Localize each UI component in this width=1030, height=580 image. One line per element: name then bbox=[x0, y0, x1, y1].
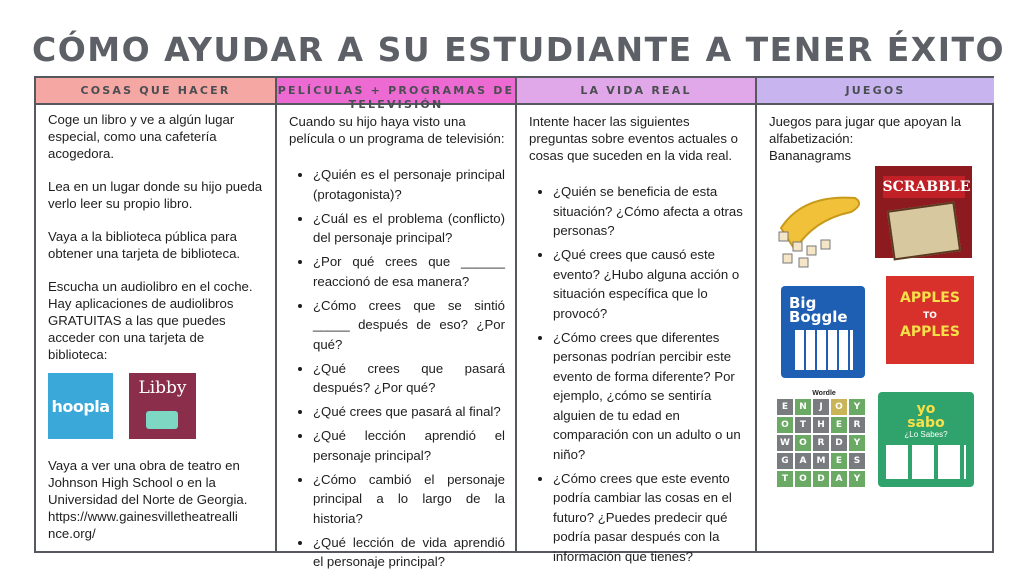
column-cosas bbox=[36, 78, 277, 551]
vida-question: • ¿Cómo crees que este evento podría cambiar las cosas en el futuro? ¿Puedes predecir qué podría pasar después con la información que tienes? bbox=[553, 469, 745, 567]
apples-to: TO bbox=[923, 311, 937, 321]
wordle-tile: O bbox=[777, 417, 793, 433]
wordle-image bbox=[777, 390, 871, 487]
wordle-tile: Y bbox=[849, 435, 865, 451]
wordle-tile: N bbox=[795, 399, 811, 415]
page-title: CÓMO AYUDAR A SU ESTUDIANTE A TENER ÉXITO bbox=[32, 30, 1006, 69]
bananagrams-image bbox=[773, 184, 868, 269]
wordle-tile: J bbox=[813, 399, 829, 415]
games-images bbox=[757, 164, 994, 524]
wordle-tile: T bbox=[777, 471, 793, 487]
tip-library: Vaya a la biblioteca pública para obtener una tarjeta de biblioteca. bbox=[48, 229, 241, 261]
wordle-row bbox=[777, 435, 871, 451]
wordle-row bbox=[777, 399, 871, 415]
peliculas-question: • ¿Qué lección de vida aprendió el personaje principal? bbox=[313, 533, 505, 572]
header-vida bbox=[517, 78, 755, 105]
wordle-tile: A bbox=[795, 453, 811, 469]
wordle-tile: T bbox=[795, 417, 811, 433]
book-icon bbox=[146, 411, 178, 429]
vida-intro: Intente hacer las siguientes preguntas sobre eventos actuales o cosas que suceden en la vida real. bbox=[529, 114, 738, 163]
header-juegos bbox=[757, 78, 994, 105]
yosabo-sub: ¿Lo Sabes? bbox=[904, 430, 948, 439]
tip-audiobook: Escucha un audiolibro en el coche. Hay aplicaciones de audiolibros GRATUITAS a las que puedes acceder con una tarjeta de biblioteca: bbox=[48, 279, 253, 362]
peliculas-intro: Cuando su hijo haya visto una película o un programa de televisión: bbox=[289, 114, 505, 146]
vida-question: • ¿Cómo crees que diferentes personas podrían percibir este evento de forma diferente? Por ejemplo, ¿cómo se sentiría alguien de tu edad en comparación con un adulto o un niño? bbox=[553, 328, 745, 465]
hoopla-logo[interactable] bbox=[48, 373, 113, 439]
wordle-tile: R bbox=[813, 435, 829, 451]
peliculas-question: • ¿Quién es el personaje principal (protagonista)? bbox=[313, 165, 505, 204]
boggle-big: Big bbox=[789, 294, 817, 312]
tip-theatre bbox=[48, 457, 265, 542]
scrabble-label: SCRABBLE bbox=[883, 176, 965, 198]
vida-questions bbox=[529, 182, 745, 566]
juegos-intro-text: Juegos para jugar que apoyan la alfabetización: bbox=[769, 114, 962, 146]
header-cosas bbox=[36, 78, 275, 105]
wordle-tile: O bbox=[831, 399, 847, 415]
tip-cafe: Coge un libro y ve a algún lugar especial, como una cafetería acogedora. bbox=[48, 112, 235, 161]
content-table bbox=[34, 76, 994, 569]
column-peliculas bbox=[277, 78, 517, 569]
wordle-tile: E bbox=[777, 399, 793, 415]
wordle-row bbox=[777, 417, 871, 433]
wordle-tile: D bbox=[831, 435, 847, 451]
wordle-tile: Y bbox=[849, 471, 865, 487]
bananagrams-label: Bananagrams bbox=[769, 148, 852, 163]
peliculas-question: • ¿Cómo crees que se sintió _____ después de eso? ¿Por qué? bbox=[313, 296, 505, 355]
theatre-url-2[interactable]: nce.org/ bbox=[48, 526, 96, 541]
hoopla-label: hoopla bbox=[51, 396, 110, 416]
peliculas-question: • ¿Qué lección aprendió el personaje principal? bbox=[313, 426, 505, 465]
wordle-tile: Y bbox=[849, 399, 865, 415]
column-vida bbox=[517, 78, 757, 564]
yosabo-yo: yo bbox=[916, 401, 936, 417]
peliculas-question: • ¿Por qué crees que ______ reaccionó de esa manera? bbox=[313, 252, 505, 291]
yosabo-image bbox=[878, 392, 974, 487]
wordle-tile: R bbox=[849, 417, 865, 433]
header-vida-label: LA VIDA REAL bbox=[580, 84, 692, 97]
apples-image bbox=[886, 276, 974, 364]
vida-question: • ¿Quién se beneficia de esta situación? ¿Cómo afecta a otras personas? bbox=[553, 182, 745, 241]
peliculas-question: • ¿Cómo cambió el personaje principal a lo largo de la historia? bbox=[313, 470, 505, 529]
header-peliculas-label: PELÍCULAS + PROGRAMAS DE TELEVISIÓN bbox=[277, 84, 515, 111]
wordle-tile: O bbox=[795, 435, 811, 451]
peliculas-question: • ¿Qué crees que pasará después? ¿Por qué? bbox=[313, 359, 505, 398]
apples-label-2: APPLES bbox=[900, 324, 960, 340]
peliculas-question: • ¿Cuál es el problema (conflicto) del personaje principal? bbox=[313, 209, 505, 248]
wordle-row bbox=[777, 471, 871, 487]
vida-question: • ¿Qué crees que causó este evento? ¿Hubo alguna acción o situación específica que lo provocó? bbox=[553, 245, 745, 323]
peliculas-question: • ¿Qué crees que pasará al final? bbox=[313, 402, 505, 422]
header-peliculas bbox=[277, 78, 515, 111]
boggle-image bbox=[781, 286, 865, 378]
wordle-grid bbox=[777, 399, 871, 487]
scrabble-image bbox=[875, 166, 972, 258]
wordle-tile: A bbox=[831, 471, 847, 487]
libby-label: Libby bbox=[138, 378, 187, 398]
apples-label-1: APPLES bbox=[900, 290, 960, 306]
column-juegos bbox=[757, 78, 994, 551]
peliculas-questions bbox=[289, 165, 505, 572]
audiobook-logos bbox=[48, 373, 265, 439]
wordle-tile: S bbox=[849, 453, 865, 469]
wordle-tile: E bbox=[831, 453, 847, 469]
theatre-text: Vaya a ver una obra de teatro en Johnson High School o en la Universidad del Norte de Georgia. bbox=[48, 458, 248, 507]
wordle-tile: G bbox=[777, 453, 793, 469]
libby-logo[interactable] bbox=[129, 373, 196, 439]
wordle-row bbox=[777, 453, 871, 469]
header-juegos-label: JUEGOS bbox=[845, 84, 906, 97]
wordle-tile: H bbox=[813, 417, 829, 433]
wordle-tile: O bbox=[795, 471, 811, 487]
wordle-title: Wordle bbox=[812, 390, 836, 397]
yosabo-label: sabo bbox=[907, 415, 945, 431]
wordle-tile: W bbox=[777, 435, 793, 451]
juegos-intro bbox=[769, 113, 984, 164]
header-cosas-label: COSAS QUE HACER bbox=[80, 84, 231, 97]
wordle-tile: D bbox=[813, 471, 829, 487]
boggle-label: Boggle bbox=[789, 308, 848, 326]
wordle-tile: M bbox=[813, 453, 829, 469]
theatre-url-1[interactable]: https://www.gainesvilletheatrealli bbox=[48, 509, 238, 524]
wordle-tile: E bbox=[831, 417, 847, 433]
tip-read-visible: Lea en un lugar donde su hijo pueda verlo leer su propio libro. bbox=[48, 179, 263, 211]
